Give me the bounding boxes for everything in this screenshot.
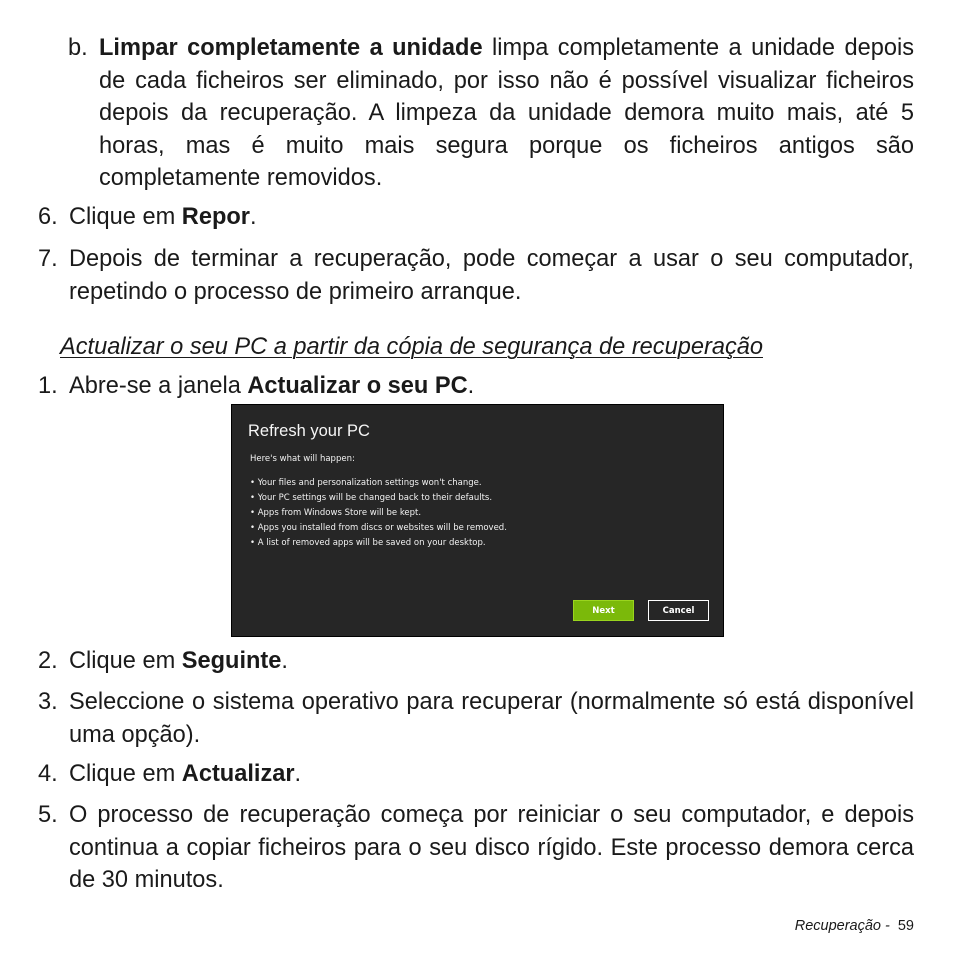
dialog-bullet: • Your files and personalization settings won't change. — [250, 478, 482, 488]
step-7 — [38, 243, 914, 309]
step-text: Seleccione o sistema operativo para recuperar (normalmente só está disponível uma opção). — [69, 689, 914, 748]
step-2 — [38, 645, 914, 678]
step-term-bold: Actualizar — [181, 761, 295, 787]
dialog-title: Refresh your PC — [248, 422, 370, 440]
section-heading: Actualizar o seu PC a partir da cópia de segurança de recuperação — [60, 334, 763, 360]
step-6 — [38, 201, 914, 234]
step-text-pre: Clique em — [69, 204, 182, 230]
footer-section: Recuperação - — [794, 918, 890, 934]
step-text: Depois de terminar a recuperação, pode começar a usar o seu computador, repetindo o processo de primeiro arranque. — [69, 246, 914, 305]
step-text — [69, 370, 914, 403]
step-term-bold: Seguinte — [181, 648, 282, 674]
dialog-bullet: • Apps from Windows Store will be kept. — [250, 508, 422, 518]
dialog-bullet-list — [250, 476, 507, 551]
step-text-pre: Clique em — [69, 648, 182, 674]
step-text — [69, 645, 914, 678]
dialog-bullet: • Apps you installed from discs or websites will be removed. — [250, 523, 507, 533]
step-text — [69, 201, 914, 234]
step-term-bold: Actualizar o seu PC — [247, 373, 468, 399]
list-item-b — [68, 32, 914, 197]
list-item-text — [99, 32, 914, 195]
step-3 — [38, 686, 914, 752]
step-number: 2. — [38, 648, 58, 674]
cancel-button[interactable]: Cancel — [648, 600, 709, 621]
step-text: O processo de recuperação começa por reiniciar o seu computador, e depois continua a copiar ficheiros para o seu disco rígido. Este processo demora cerca de 30 minutos. — [69, 802, 914, 893]
item-description: limpa completamente a unidade depois de cada ficheiros ser eliminado, por isso não é possível visualizar ficheiros depois da recuperação. A limpeza da unidade demora muito mais, até 5 horas, mas é muito mais segura porque os ficheiros antigos são completamente removidos. — [99, 35, 914, 191]
step-4 — [38, 758, 914, 791]
term-bold: Limpar completamente a unidade — [99, 35, 483, 61]
step-5 — [38, 799, 914, 898]
step-number: 5. — [38, 802, 58, 828]
step-text-post: . — [249, 204, 257, 230]
step-1 — [38, 370, 914, 403]
step-number: 6. — [38, 204, 58, 230]
page-footer — [795, 918, 914, 934]
refresh-pc-dialog — [231, 404, 724, 637]
page-number: 59 — [897, 918, 914, 934]
step-number: 1. — [38, 373, 58, 399]
step-text-pre: Abre-se a janela — [69, 373, 248, 399]
step-number: 3. — [38, 689, 58, 715]
step-number: 7. — [38, 246, 58, 272]
step-text-pre: Clique em — [69, 761, 182, 787]
step-text-post: . — [467, 373, 475, 399]
dialog-bullet: • Your PC settings will be changed back to their defaults. — [250, 493, 493, 503]
step-term-bold: Repor — [181, 204, 250, 230]
dialog-bullet: • A list of removed apps will be saved on your desktop. — [250, 538, 486, 548]
step-text-post: . — [294, 761, 302, 787]
list-marker: b. — [68, 35, 88, 61]
step-text — [69, 758, 914, 791]
step-text-post: . — [281, 648, 288, 674]
next-button[interactable]: Next — [573, 600, 634, 621]
step-number: 4. — [38, 761, 58, 787]
dialog-intro: Here's what will happen: — [250, 454, 355, 464]
